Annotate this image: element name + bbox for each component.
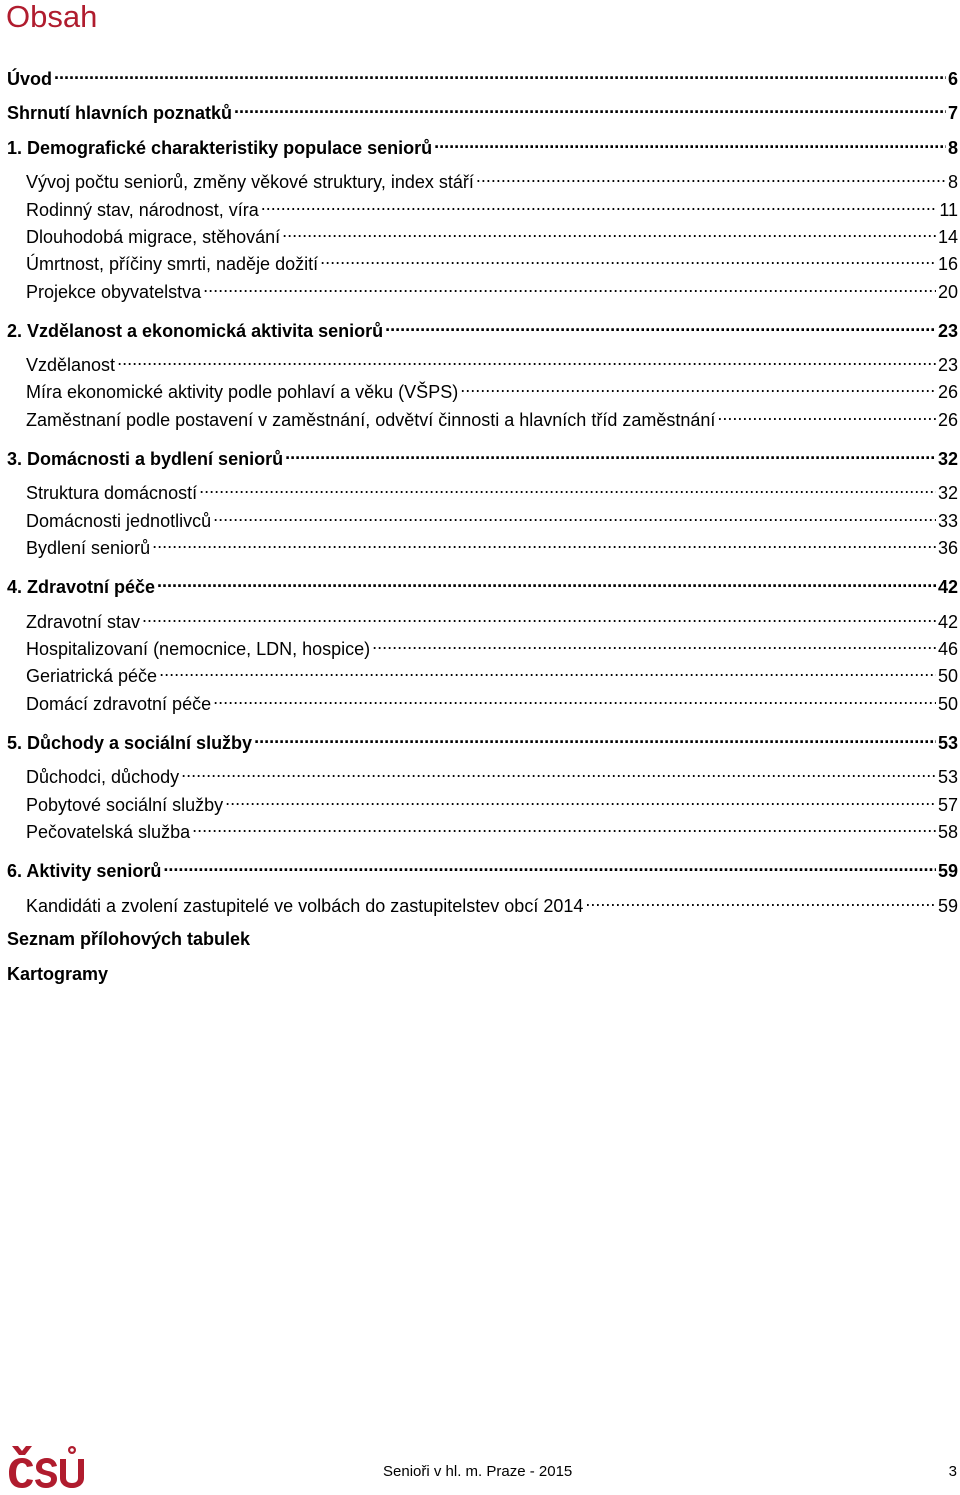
toc-dot-leader [460,374,936,398]
toc-entry-page: 57 [937,795,958,815]
toc-entry-title: Míra ekonomické aktivity podle pohlaví a věku (VŠPS) [26,382,459,402]
toc-entry-title: 3. Domácnosti a bydlení seniorů [7,449,284,469]
toc-entry-title: 4. Zdravotní péče [7,577,156,597]
csu-logo [8,1444,86,1490]
toc-entry-page: 53 [937,767,958,787]
toc-entry-page: 42 [937,577,958,597]
toc-entry[interactable] [26,787,958,815]
toc-entry-title: Důchodci, důchody [26,767,180,787]
toc-entry[interactable] [26,246,958,274]
toc-entry-title: Domácí zdravotní péče [26,694,212,714]
toc-entry-page: 50 [937,694,958,714]
toc-dot-leader [152,530,936,554]
toc-entry-page: 42 [937,612,958,632]
toc-dot-leader [254,725,936,749]
toc-entry-title: Domácnosti jednotlivců [26,511,212,531]
toc-entry-title: Vývoj počtu seniorů, změny věkové struktury, index stáří [26,172,474,192]
toc-entry[interactable] [26,402,958,430]
toc-entry[interactable] [7,61,958,89]
toc-entry-page: 26 [937,382,958,402]
toc-entry-page: 46 [937,639,958,659]
toc-entry-title: Zdravotní stav [26,612,141,632]
toc-entry-title: 2. Vzdělanost a ekonomická aktivita seniorů [7,321,384,341]
toc-entry-title: Geriatrická péče [26,666,158,686]
toc-dot-leader [203,274,936,298]
toc-dot-leader [117,347,936,371]
toc-entry-page: 7 [947,103,958,123]
toc-entry-title: Úmrtnost, příčiny smrti, naděje dožití [26,254,319,274]
toc-entry[interactable] [26,475,958,503]
toc-entry-page: 53 [937,733,958,753]
toc-entry-title: Zaměstnaní podle postavení v zaměstnání, odvětví činnosti a hlavních tříd zaměstnání [26,410,716,430]
toc-entry-page: 32 [937,449,958,469]
toc-entry[interactable] [26,814,958,842]
toc-entry[interactable] [26,686,958,714]
toc-entry[interactable] [7,569,958,597]
toc-entry-title: 1. Demografické charakteristiky populace seniorů [7,138,433,158]
toc-dot-leader [213,503,936,527]
toc-entry-page: 23 [937,355,958,375]
toc-entry[interactable] [7,962,958,986]
toc-dot-leader [282,219,936,243]
toc-dot-leader [372,631,936,655]
toc-dot-leader [213,686,936,710]
toc-entry[interactable] [26,374,958,402]
toc-entry[interactable] [26,274,958,302]
toc-entry[interactable] [26,658,958,686]
toc-dot-leader [163,853,936,877]
toc-entry-title: Struktura domácností [26,483,198,503]
toc-entry-page: 23 [937,321,958,341]
toc-entry[interactable] [26,888,958,916]
toc-dot-leader [717,402,936,426]
toc-entry-page: 8 [947,138,958,158]
toc-entry-title: Pečovatelská služba [26,822,191,842]
toc-entry-title: Bydlení seniorů [26,538,151,558]
toc-entry-title: Kandidáti a zvolení zastupitelé ve volbách do zastupitelstev obcí 2014 [26,896,584,916]
toc-entry-page: 32 [937,483,958,503]
toc-dot-leader [225,787,936,811]
toc-dot-leader [476,164,946,188]
toc-entry[interactable] [26,347,958,375]
toc-entry-title: 6. Aktivity seniorů [7,861,162,881]
toc-entry-title: Rodinný stav, národnost, víra [26,200,259,220]
toc-entry[interactable] [7,441,958,469]
toc-entry[interactable] [7,853,958,881]
toc-dot-leader [159,658,936,682]
toc-dot-leader [54,61,946,85]
toc-entry[interactable] [7,725,958,753]
toc-entry[interactable] [26,219,958,247]
toc-entry-page: 50 [937,666,958,686]
toc-entry-page: 58 [937,822,958,842]
toc-entry-title: Pobytové sociální služby [26,795,224,815]
toc-entry-title: Seznam přílohových tabulek [7,929,251,949]
toc-entry-page: 14 [937,227,958,247]
toc-dot-leader [285,441,936,465]
toc-entry-title: Shrnutí hlavních poznatků [7,103,233,123]
toc-entry-title: Dlouhodobá migrace, stěhování [26,227,281,247]
toc-dot-leader [157,569,936,593]
toc-entry[interactable] [26,604,958,632]
toc-entry-title: Hospitalizovaní (nemocnice, LDN, hospice) [26,639,371,659]
toc-entry[interactable] [26,759,958,787]
toc-entry-page: 33 [937,511,958,531]
toc-entry-page: 59 [937,861,958,881]
toc-entry-title: Vzdělanost [26,355,116,375]
toc-entry-title: Kartogramy [7,964,109,984]
toc-entry-page: 26 [937,410,958,430]
toc-entry[interactable] [7,927,958,951]
toc-entry-title: 5. Důchody a sociální služby [7,733,253,753]
toc-dot-leader [261,192,938,216]
footer-publication: Senioři v hl. m. Praze - 2015 [383,1463,573,1480]
toc-entry-page: 11 [939,200,958,220]
toc-dot-leader [385,313,936,337]
toc-entry-page: 6 [947,69,958,89]
toc-dot-leader [142,604,936,628]
toc-dot-leader [585,888,936,912]
toc-dot-leader [434,130,946,154]
toc-entry[interactable] [26,530,958,558]
toc-entry-page: 8 [947,172,958,192]
toc-dot-leader [320,246,936,270]
toc-dot-leader [234,95,946,119]
toc-entry[interactable] [7,130,958,158]
toc-entry-page: 20 [937,282,958,302]
toc-entry-page: 36 [937,538,958,558]
toc-entry[interactable] [26,503,958,531]
toc-entry[interactable] [26,164,958,192]
toc-entry-page: 59 [937,896,958,916]
toc-entry-title: Projekce obyvatelstva [26,282,202,302]
toc-dot-leader [181,759,936,783]
footer-page-number: 3 [948,1463,957,1480]
toc-entry-title: Úvod [7,69,52,89]
toc-entry[interactable] [7,95,958,123]
page-title: Obsah [6,0,98,34]
toc-entry[interactable] [26,631,958,659]
toc-entry-page: 16 [937,254,958,274]
toc-entry[interactable] [26,192,958,220]
toc-dot-leader [192,814,936,838]
toc-entry[interactable] [7,313,958,341]
toc-dot-leader [199,475,936,499]
